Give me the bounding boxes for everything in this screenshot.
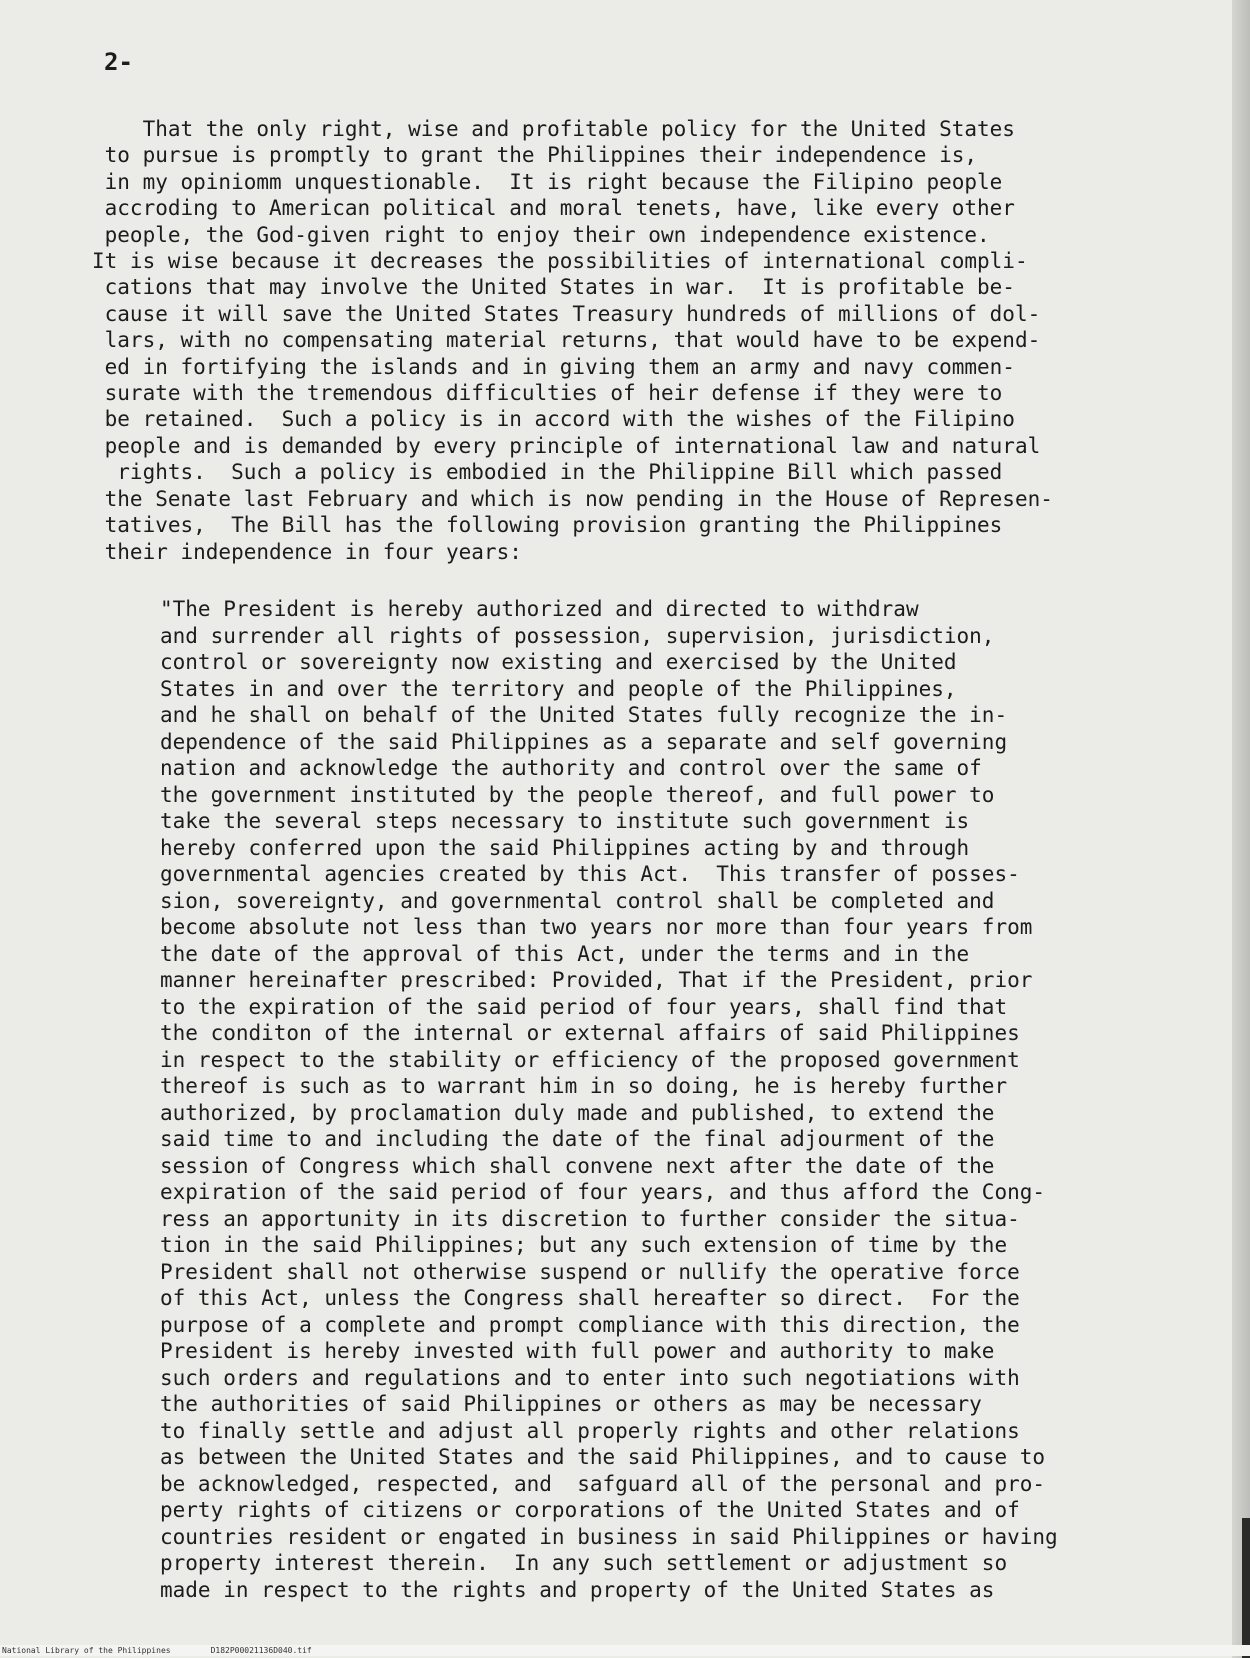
text-line: sion, sovereignty, and governmental control shall be completed and	[160, 888, 995, 913]
text-line: "The President is hereby authorized and directed to withdraw	[160, 597, 919, 621]
text-line: ress an apportunity in its discretion to further consider the situa-	[160, 1206, 1020, 1231]
text-line: governmental agencies created by this Act. This transfer of posses-	[160, 862, 1020, 886]
text-line: the Senate last February and which is now pending in the House of Represen-	[92, 486, 1053, 511]
text-line: tatives, The Bill has the following provision granting the Philippines	[92, 513, 1003, 538]
text-line: nation and acknowledge the authority and control over the same of	[160, 756, 982, 780]
body-paragraph-1	[92, 116, 1142, 565]
text-line: thereof is such as to warrant him in so doing, he is hereby further	[160, 1074, 1008, 1098]
text-line: control or sovereignty now existing and exercised by the United	[160, 650, 957, 674]
text-line: surate with the tremendous difficulties of heir defense if they were to	[92, 381, 1003, 406]
text-line: manner hereinafter prescribed: Provided, That if the President, prior	[160, 968, 1033, 992]
text-line: in respect to the stability or efficiency of the proposed government	[160, 1047, 1020, 1072]
text-line: people, the God-given right to enjoy their own independence existence.	[92, 222, 990, 247]
text-line: President is hereby invested with full power and authority to make	[160, 1339, 995, 1363]
text-line: President shall not otherwise suspend or nullify the operative force	[160, 1259, 1020, 1284]
text-line: made in respect to the rights and property of the United States as	[160, 1577, 995, 1602]
text-line: authorized, by proclamation duly made and published, to extend the	[160, 1100, 995, 1125]
text-line: That the only right, wise and profitable policy for the United States	[92, 117, 1015, 141]
text-line: property interest therein. In any such settlement or adjustment so	[160, 1551, 1008, 1575]
text-line: of this Act, unless the Congress shall hereafter so direct. For the	[160, 1286, 1020, 1310]
text-line: ed in fortifying the islands and in giving them an army and navy commen-	[92, 354, 1015, 379]
quoted-bill-paragraph	[160, 596, 1150, 1603]
text-line: and he shall on behalf of the United States fully recognize the in-	[160, 703, 1008, 727]
text-line: perty rights of citizens or corporations of the United States and of	[160, 1498, 1020, 1522]
text-line: dependence of the said Philippines as a separate and self governing	[160, 729, 1008, 754]
text-line: hereby conferred upon the said Philippines acting by and through	[160, 835, 970, 860]
text-line: countries resident or engated in business in said Philippines or having	[160, 1524, 1058, 1549]
text-line: people and is demanded by every principle of international law and natural	[92, 433, 1041, 458]
text-line: their independence in four years:	[92, 539, 522, 564]
text-line: said time to and including the date of the final adjourment of the	[160, 1127, 995, 1151]
text-line: cause it will save the United States Treasury hundreds of millions of dol-	[92, 301, 1041, 326]
text-line: be acknowledged, respected, and safguard all of the personal and pro-	[160, 1471, 1046, 1496]
text-line: cations that may involve the United States in war. It is profitable be-	[92, 275, 1015, 300]
page-number: 2-	[104, 48, 133, 76]
text-line: rights. Such a policy is embodied in the Philippine Bill which passed	[92, 460, 1003, 485]
text-line: and surrender all rights of possession, supervision, jurisdiction,	[160, 623, 995, 648]
text-line: take the several steps necessary to institute such government is	[160, 809, 970, 833]
text-line: accroding to American political and moral tenets, have, like every other	[92, 196, 1015, 221]
scan-right-edge	[1232, 0, 1250, 1658]
text-line: It is wise because it decreases the possibilities of international compli-	[92, 249, 1028, 274]
scan-file-id: D182P00021136D040.tif	[210, 1646, 312, 1655]
text-line: States in and over the territory and people of the Philippines,	[160, 676, 957, 701]
text-line: as between the United States and the said Philippines, and to cause to	[160, 1445, 1046, 1469]
text-line: to finally settle and adjust all properly rights and other relations	[160, 1418, 1020, 1443]
text-line: to pursue is promptly to grant the Philippines their independence is,	[92, 143, 978, 168]
scan-footer	[0, 1645, 1250, 1656]
scan-edge-shadow	[1242, 1518, 1250, 1658]
text-line: such orders and regulations and to enter into such negotiations with	[160, 1365, 1020, 1390]
text-line: be retained. Such a policy is in accord with the wishes of the Filipino	[92, 407, 1015, 432]
text-line: tion in the said Philippines; but any such extension of time by the	[160, 1233, 1008, 1257]
text-line: the date of the approval of this Act, under the terms and in the	[160, 941, 970, 966]
library-credit: National Library of the Philippines	[2, 1646, 171, 1655]
text-line: session of Congress which shall convene next after the date of the	[160, 1153, 995, 1178]
text-line: lars, with no compensating material returns, that would have to be expend-	[92, 328, 1041, 353]
text-line: in my opiniomm unquestionable. It is right because the Filipino people	[92, 169, 1003, 194]
text-line: the authorities of said Philippines or others as may be necessary	[160, 1392, 982, 1416]
text-line: become absolute not less than two years nor more than four years from	[160, 915, 1033, 939]
text-line: the government instituted by the people thereof, and full power to	[160, 782, 995, 807]
text-line: purpose of a complete and prompt compliance with this direction, the	[160, 1312, 1020, 1337]
text-line: expiration of the said period of four years, and thus afford the Cong-	[160, 1180, 1046, 1204]
text-line: to the expiration of the said period of four years, shall find that	[160, 994, 1008, 1019]
text-line: the conditon of the internal or external affairs of said Philippines	[160, 1021, 1020, 1045]
